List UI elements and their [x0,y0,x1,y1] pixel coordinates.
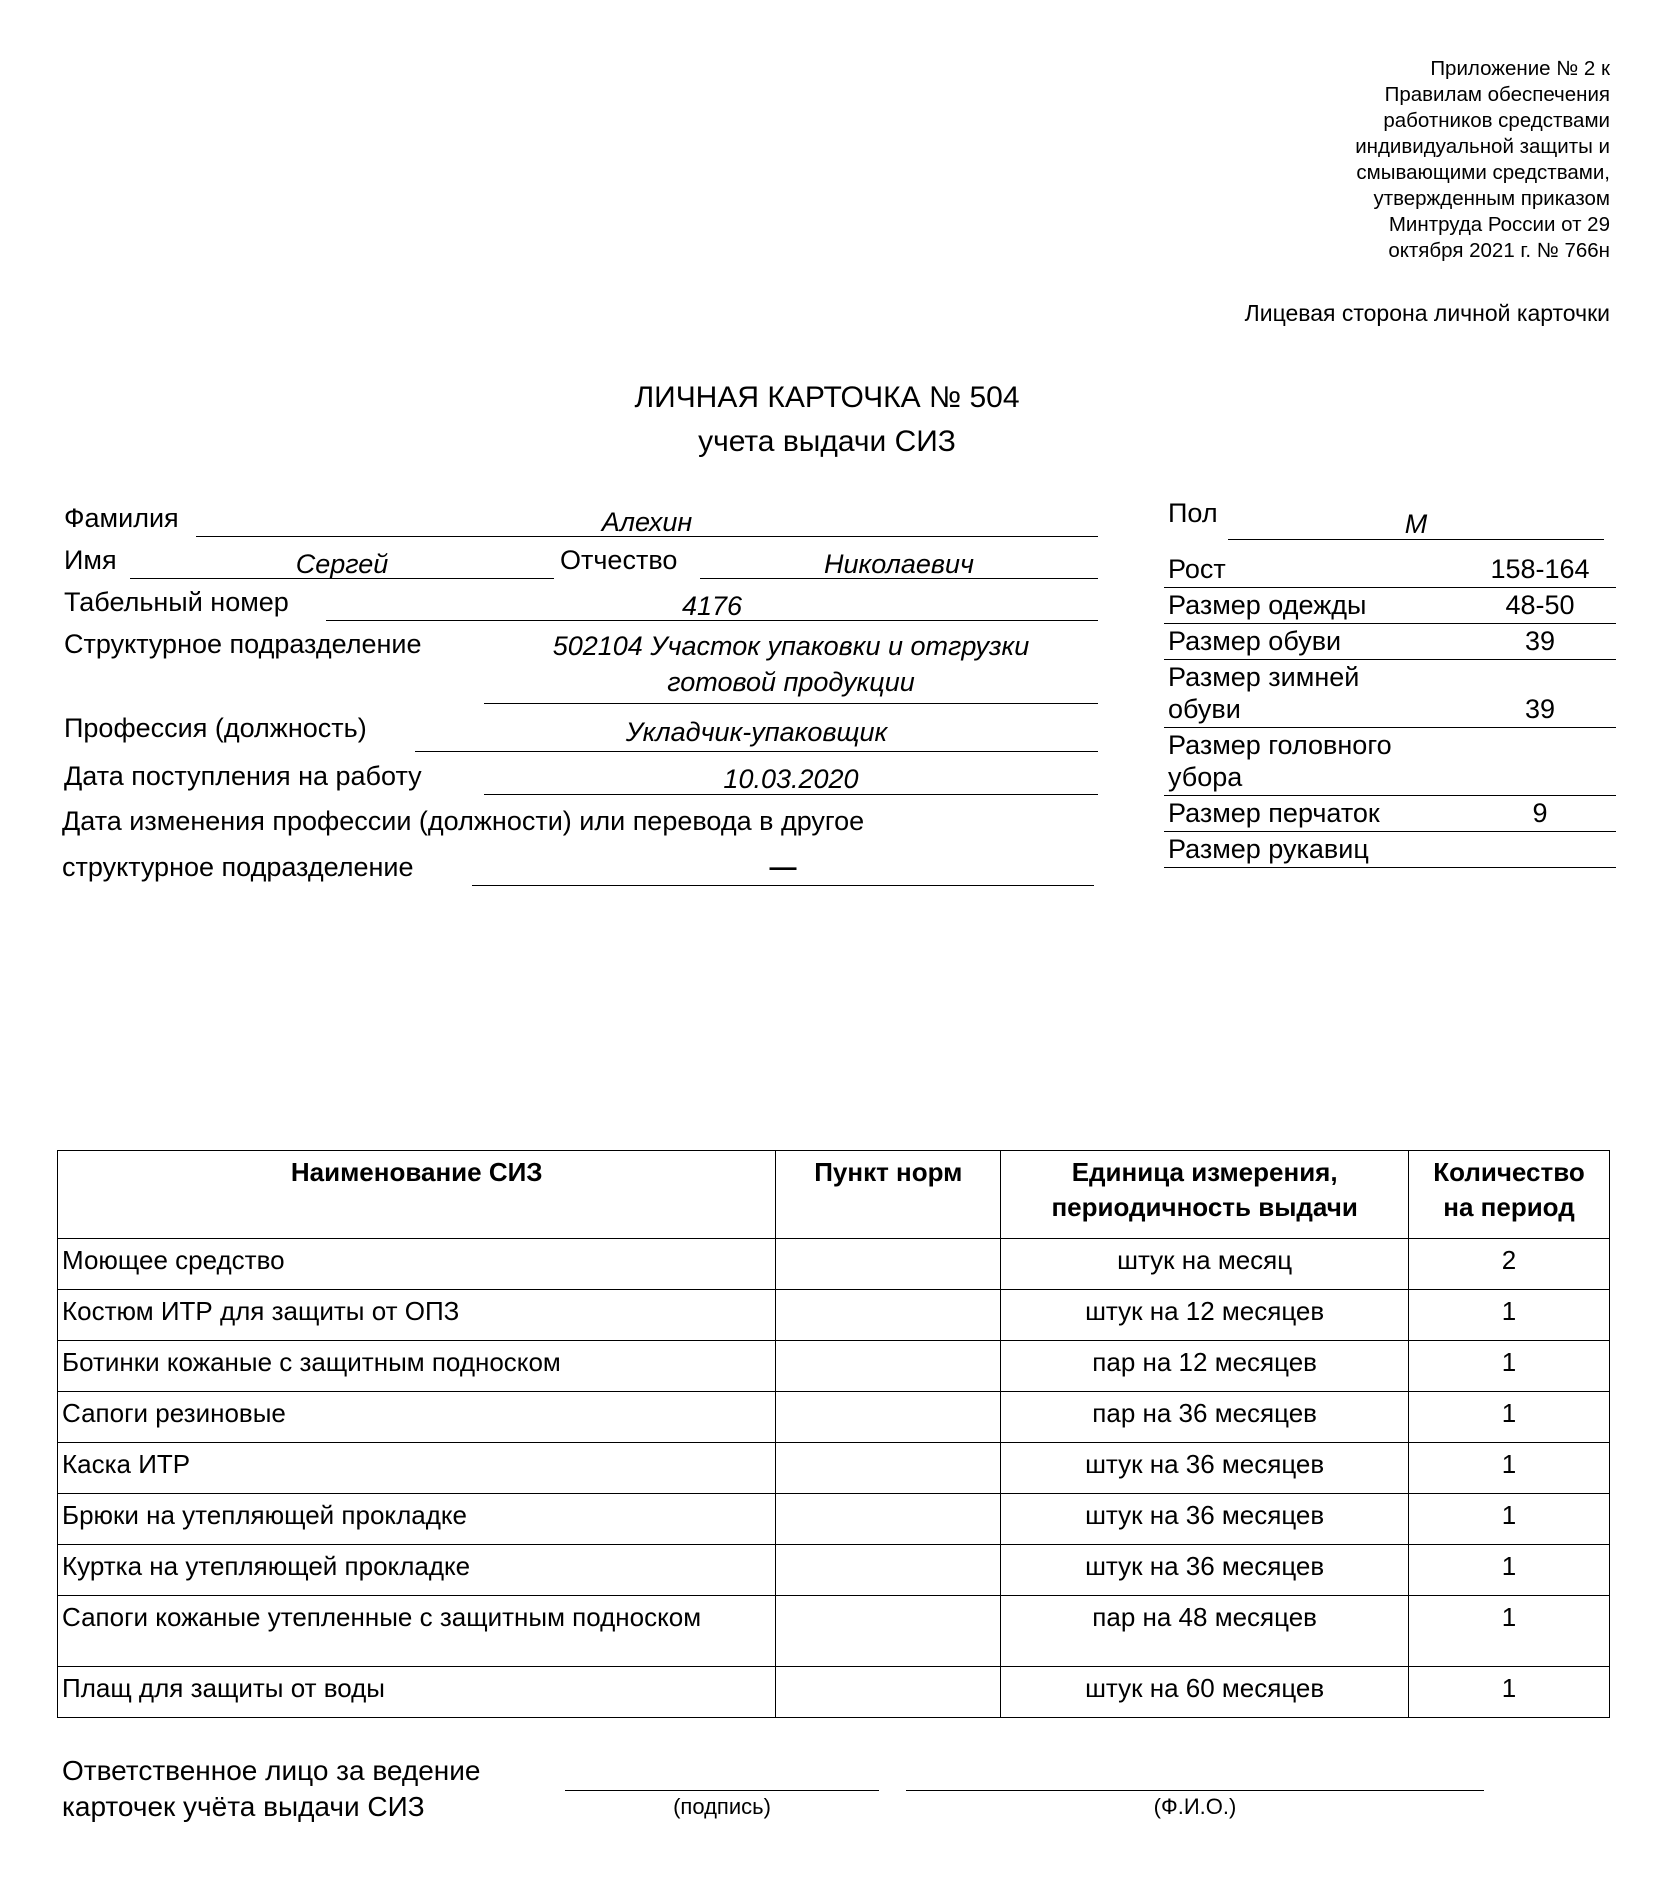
department-line [484,703,1098,704]
name-label: Имя [64,545,117,575]
shoe-size-line [1164,659,1616,660]
sex-value: М [1404,509,1428,539]
name-value: Сергей [295,549,389,579]
cell-ppe-name: Плащ для защиты от воды [58,1667,776,1718]
responsible-line-2: карточек учёта выдачи СИЗ [62,1791,425,1822]
fio-line [906,1790,1484,1791]
table-row [58,1392,1610,1443]
cell-quantity: 1 [1409,1494,1610,1545]
cell-unit-period: штук на месяц [1001,1239,1409,1290]
cell-quantity: 1 [1409,1667,1610,1718]
height-line [1164,587,1616,588]
department-label: Структурное подразделение [64,629,422,659]
cell-quantity: 2 [1409,1239,1610,1290]
table-row [58,1667,1610,1718]
patronymic-label: Отчество [560,545,678,575]
cell-norm-item [776,1494,1001,1545]
signature-caption: (подпись) [673,1794,771,1819]
header-norm-item: Пункт норм [776,1151,1001,1239]
appendix-line: октября 2021 г. № 766н [1388,239,1610,262]
cell-unit-period: штук на 36 месяцев [1001,1494,1409,1545]
appendix-line: Минтруда России от 29 [1388,213,1610,236]
fio-caption: (Ф.И.О.) [1153,1794,1237,1819]
department-value-line-1: 502104 Участок упаковки и отгрузки [552,631,1030,661]
cell-quantity: 1 [1409,1290,1610,1341]
clothing-size-value: 48-50 [1505,590,1575,620]
cell-norm-item [776,1667,1001,1718]
table-row [58,1494,1610,1545]
appendix-line: индивидуальной защиты и [1355,135,1610,158]
responsible-line-1: Ответственное лицо за ведение [62,1755,481,1786]
winter-shoe-line [1164,727,1616,728]
cell-norm-item [776,1545,1001,1596]
sex-label: Пол [1168,498,1218,528]
cell-ppe-name: Брюки на утепляющей прокладке [58,1494,776,1545]
change-value: — [769,852,797,882]
profession-line [415,751,1098,752]
table-row [58,1341,1610,1392]
winter-shoe-value: 39 [1524,694,1556,724]
table-row [58,1545,1610,1596]
cell-ppe-name: Куртка на утепляющей прокладке [58,1545,776,1596]
headwear-label-line-2: убора [1168,762,1243,792]
surname-value: Алехин [601,507,693,537]
headwear-label-line-1: Размер головного [1168,730,1392,760]
cell-ppe-name: Сапоги кожаные утепленные с защитным подноском [58,1596,776,1667]
table-row [58,1596,1610,1667]
cell-quantity: 1 [1409,1443,1610,1494]
hire-date-label: Дата поступления на работу [64,761,422,791]
appendix-line: Приложение № 2 к [1430,57,1610,80]
appendix-line: смывающими средствами, [1356,161,1610,184]
appendix-note [1180,56,1610,264]
cell-ppe-name: Моющее средство [58,1239,776,1290]
tab-number-value: 4176 [681,591,743,621]
shoe-size-value: 39 [1524,626,1556,656]
header-quantity: Количество на период [1409,1151,1610,1239]
appendix-line: Правилам обеспечения [1384,83,1610,106]
gloves-size-label: Размер перчаток [1168,798,1380,828]
department-value-line-2: готовой продукции [667,667,915,697]
cell-unit-period: пар на 36 месяцев [1001,1392,1409,1443]
cell-quantity: 1 [1409,1392,1610,1443]
cell-norm-item [776,1596,1001,1667]
card-side-label: Лицевая сторона личной карточки [1244,300,1610,326]
mittens-size-line [1164,867,1616,868]
change-label-line-2: структурное подразделение [62,852,414,882]
cell-quantity: 1 [1409,1341,1610,1392]
cell-unit-period: штук на 36 месяцев [1001,1443,1409,1494]
page-title [0,376,1654,464]
cell-ppe-name: Ботинки кожаные с защитным подноском [58,1341,776,1392]
change-label-line-1: Дата изменения профессии (должности) или перевода в другое [62,806,865,836]
hire-date-value: 10.03.2020 [723,764,859,794]
gloves-size-line [1164,831,1616,832]
patronymic-value: Николаевич [823,549,975,579]
table-row [58,1239,1610,1290]
change-line [472,885,1094,886]
gloves-size-value: 9 [1532,798,1548,828]
responsible-person-label [62,1753,480,1825]
header-unit-period: Единица измерения, периодичность выдачи [1001,1151,1409,1239]
winter-shoe-label-line-1: Размер зимней [1168,662,1360,692]
cell-norm-item [776,1392,1001,1443]
signature-line [565,1790,879,1791]
cell-norm-item [776,1239,1001,1290]
surname-label: Фамилия [64,503,179,533]
winter-shoe-label-line-2: обуви [1168,694,1241,724]
shoe-size-label: Размер обуви [1168,626,1342,656]
cell-unit-period: штук на 60 месяцев [1001,1667,1409,1718]
cell-norm-item [776,1290,1001,1341]
cell-unit-period: пар на 48 месяцев [1001,1596,1409,1667]
cell-quantity: 1 [1409,1545,1610,1596]
cell-norm-item [776,1443,1001,1494]
title-line-1: ЛИЧНАЯ КАРТОЧКА № 504 [634,381,1020,414]
clothing-size-line [1164,623,1616,624]
table-row [58,1443,1610,1494]
profession-label: Профессия (должность) [64,713,367,743]
cell-unit-period: пар на 12 месяцев [1001,1341,1409,1392]
title-line-2: учета выдачи СИЗ [698,425,956,458]
cell-ppe-name: Костюм ИТР для защиты от ОПЗ [58,1290,776,1341]
cell-unit-period: штук на 12 месяцев [1001,1290,1409,1341]
clothing-size-label: Размер одежды [1168,590,1367,620]
appendix-line: утвержденным приказом [1373,187,1610,210]
height-label: Рост [1168,554,1226,584]
cell-norm-item [776,1341,1001,1392]
mittens-size-label: Размер рукавиц [1168,834,1369,864]
cell-unit-period: штук на 36 месяцев [1001,1545,1409,1596]
ppe-table [57,1150,1610,1718]
cell-ppe-name: Сапоги резиновые [58,1392,776,1443]
cell-ppe-name: Каска ИТР [58,1443,776,1494]
table-row [58,1290,1610,1341]
header-ppe-name: Наименование СИЗ [58,1151,776,1239]
tab-number-label: Табельный номер [64,587,289,617]
headwear-line [1164,795,1616,796]
profession-value: Укладчик-упаковщик [625,717,888,747]
cell-quantity: 1 [1409,1596,1610,1667]
height-value: 158-164 [1490,554,1590,584]
appendix-line: работников средствами [1383,109,1610,132]
